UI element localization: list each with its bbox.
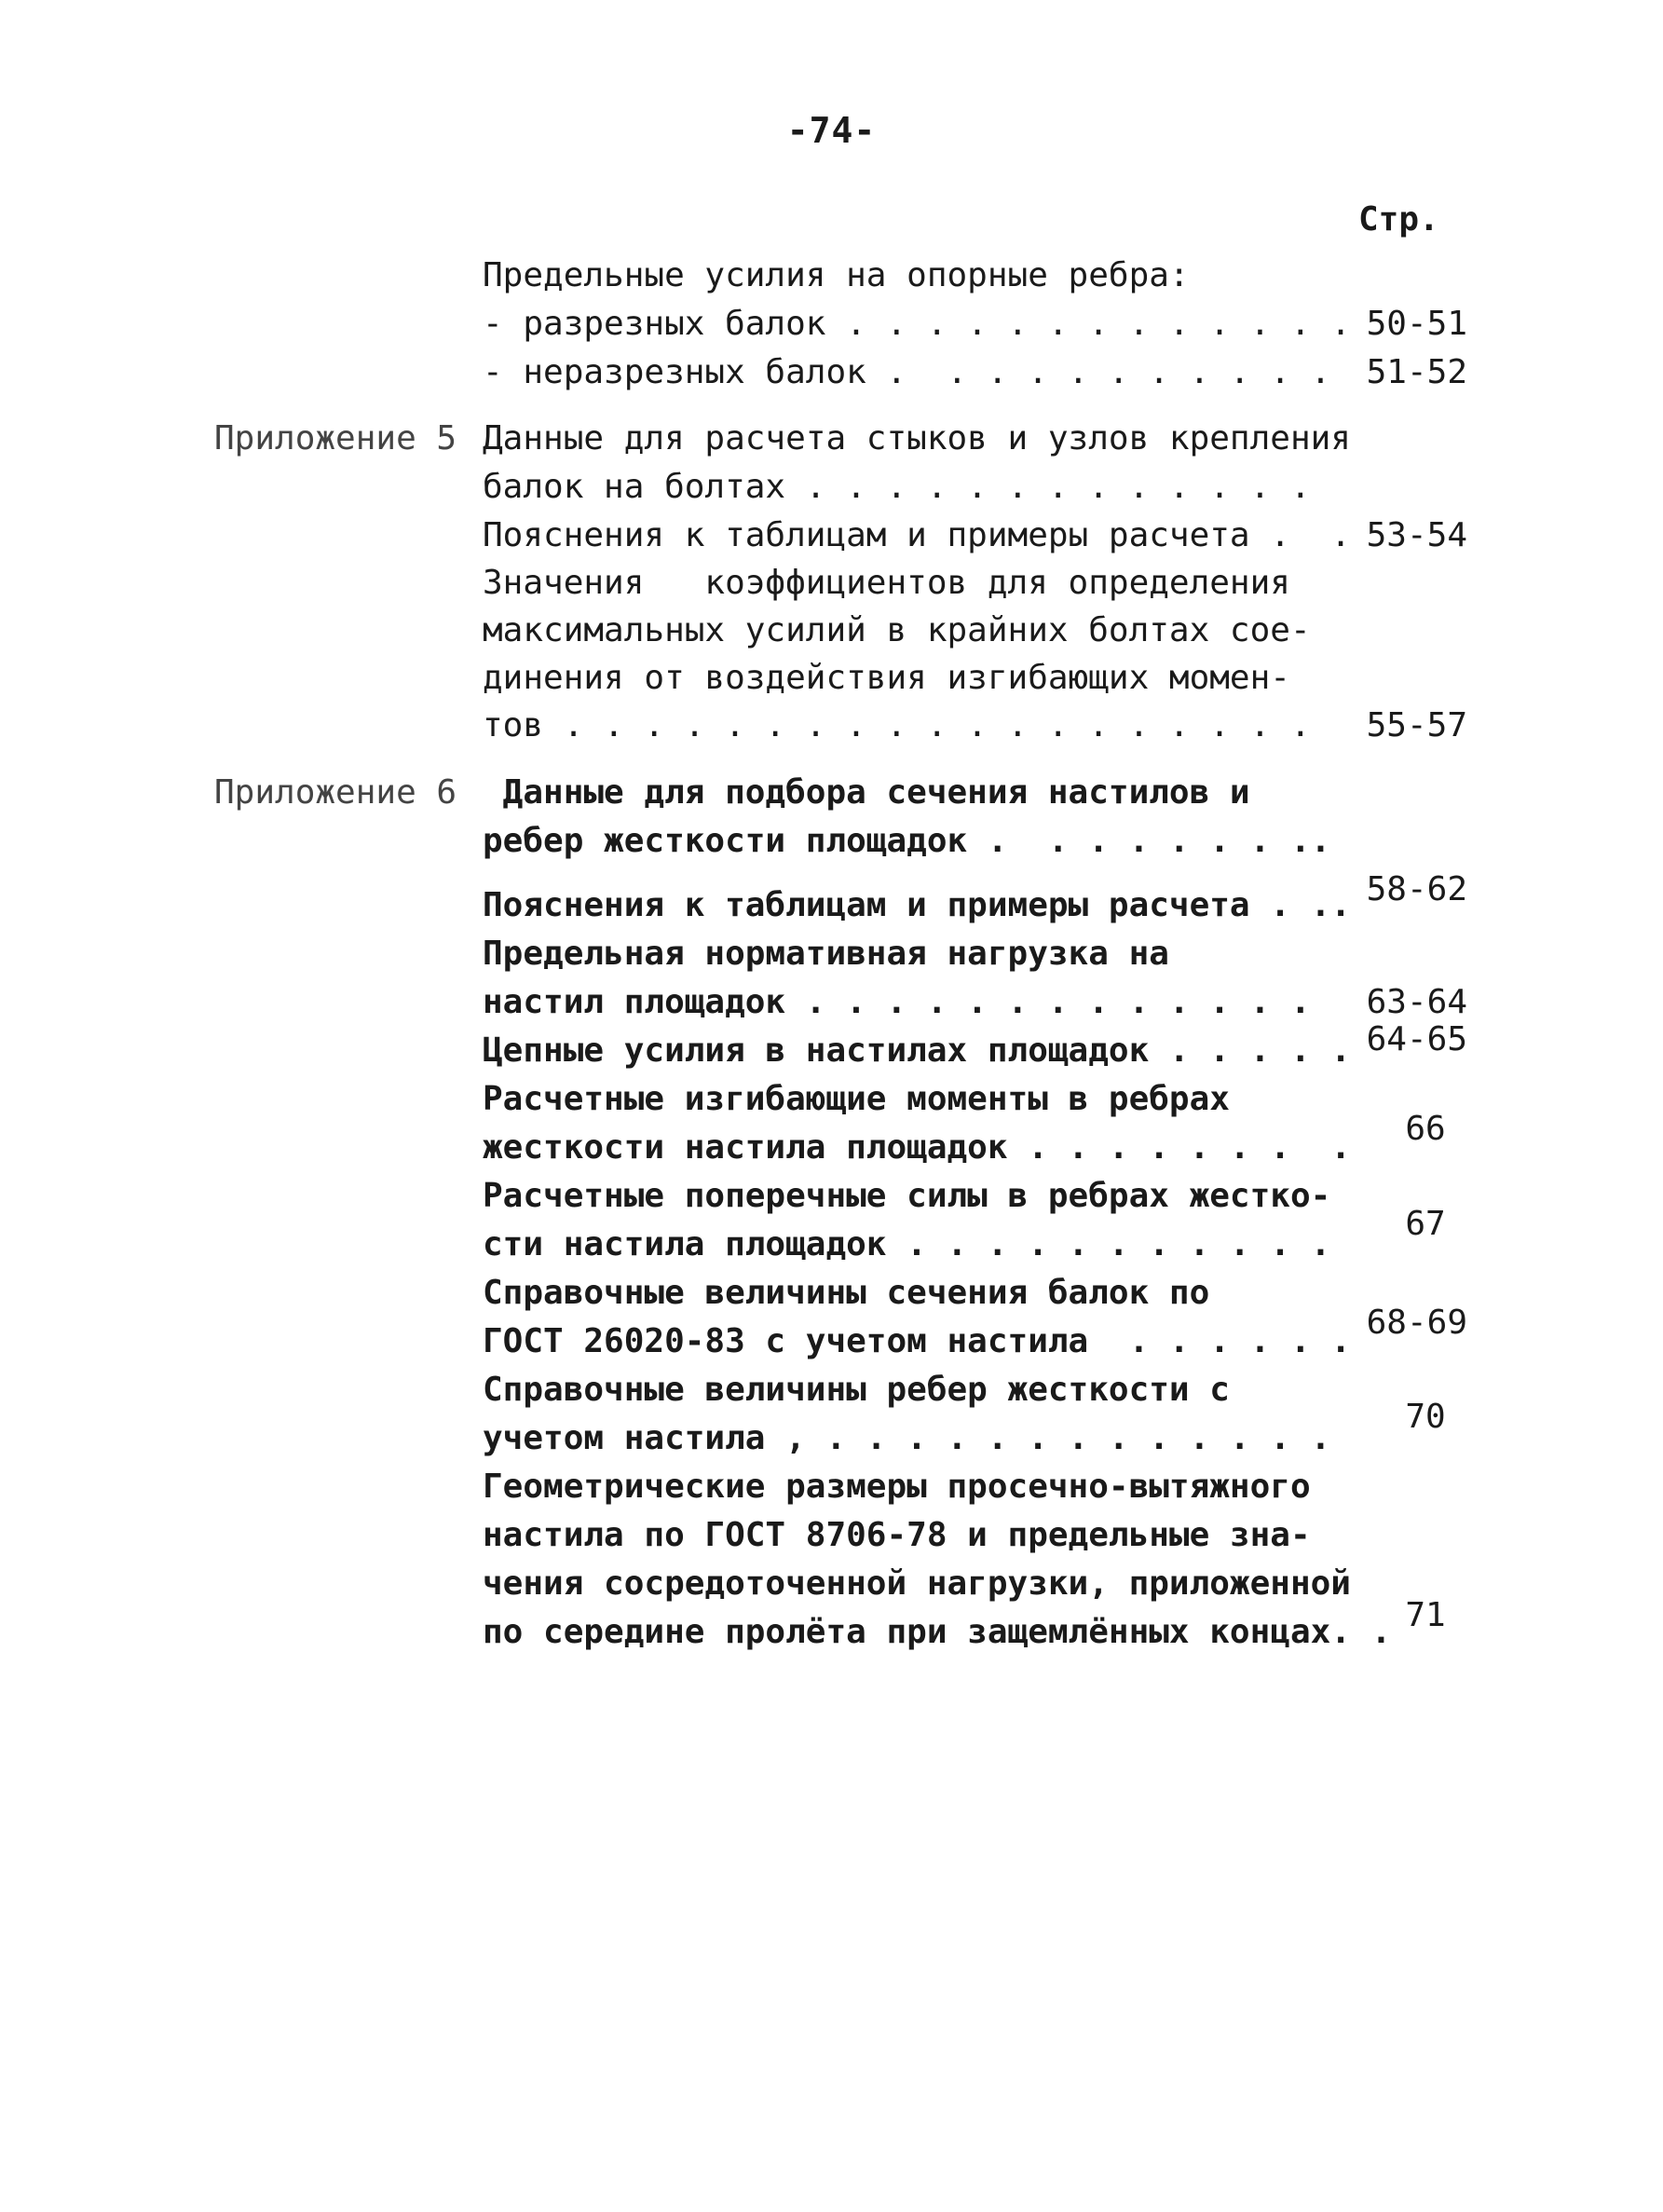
toc-line: тов . . . . . . . . . . . . . . . . . . .: [483, 706, 1311, 744]
page-ref: 67: [1405, 1205, 1446, 1243]
toc-line: Геометрические размеры просечно-вытяжного: [483, 1468, 1311, 1506]
toc-line: ребер жесткости площадок . . . . . . . ..: [483, 822, 1331, 860]
toc-line: - разрезных балок . . . . . . . . . . . . .: [483, 305, 1351, 343]
page-ref: 71: [1405, 1596, 1446, 1634]
toc-line: максимальных усилий в крайних болтах сое-: [483, 611, 1311, 649]
appendix-label: Приложение 6: [214, 773, 457, 812]
page-ref: 55-57: [1366, 706, 1467, 744]
toc-line: сти настила площадок . . . . . . . . . . .: [483, 1225, 1331, 1263]
toc-line: Пояснения к таблицам и примеры расчета . ..: [483, 886, 1351, 924]
toc-line: Значения коэффициентов для определения: [483, 564, 1290, 602]
page-ref: 51-52: [1366, 353, 1467, 391]
toc-line: настила по ГОСТ 8706-78 и предельные зна-: [483, 1516, 1311, 1554]
toc-line: - неразрезных балок . . . . . . . . . . .: [483, 353, 1331, 391]
toc-line: ГОСТ 26020-83 с учетом настила . . . . . .: [483, 1322, 1351, 1360]
page-ref: 66: [1405, 1110, 1446, 1148]
toc-line: Предельная нормативная нагрузка на: [483, 935, 1169, 973]
toc-line: Данные для расчета стыков и узлов крепления: [483, 419, 1351, 457]
toc-line: Предельные усилия на опорные ребра:: [483, 256, 1190, 294]
page-ref: 53-54: [1366, 516, 1467, 554]
toc-line: Справочные величины ребер жесткости с: [483, 1371, 1230, 1409]
toc-line: учетом настила , . . . . . . . . . . . . .: [483, 1419, 1331, 1457]
toc-line: динения от воздействия изгибающих момен-: [483, 659, 1290, 697]
page-ref: 58-62: [1366, 870, 1467, 908]
appendix-label: Приложение 5: [214, 419, 457, 457]
toc-line: чения сосредоточенной нагрузки, приложенной: [483, 1564, 1351, 1603]
toc-line: настил площадок . . . . . . . . . . . . .: [483, 983, 1311, 1021]
toc-line: Расчетные изгибающие моменты в ребрах: [483, 1080, 1230, 1118]
toc-line: Данные для подбора сечения настилов и: [483, 773, 1250, 812]
page-ref: 68-69: [1366, 1304, 1467, 1342]
toc-line: жесткости настила площадок . . . . . . . .: [483, 1128, 1351, 1167]
toc-line: Расчетные поперечные силы в ребрах жестко-: [483, 1177, 1331, 1215]
toc-line: Пояснения к таблицам и примеры расчета . .: [483, 516, 1351, 554]
page-ref: 50-51: [1366, 305, 1467, 343]
toc-line: по середине пролёта при защемлённых концах. .: [483, 1613, 1392, 1651]
page-ref: 70: [1405, 1398, 1446, 1436]
page-ref: 64-65: [1366, 1020, 1467, 1058]
toc-line: Цепные усилия в настилах площадок . . . . .: [483, 1031, 1351, 1070]
toc-line: Справочные величины сечения балок по: [483, 1274, 1210, 1312]
page-ref: 63-64: [1366, 983, 1467, 1021]
page-column-header: Стр.: [1358, 200, 1439, 239]
toc-line: балок на болтах . . . . . . . . . . . . .: [483, 468, 1311, 506]
page-number: -74-: [786, 110, 877, 151]
